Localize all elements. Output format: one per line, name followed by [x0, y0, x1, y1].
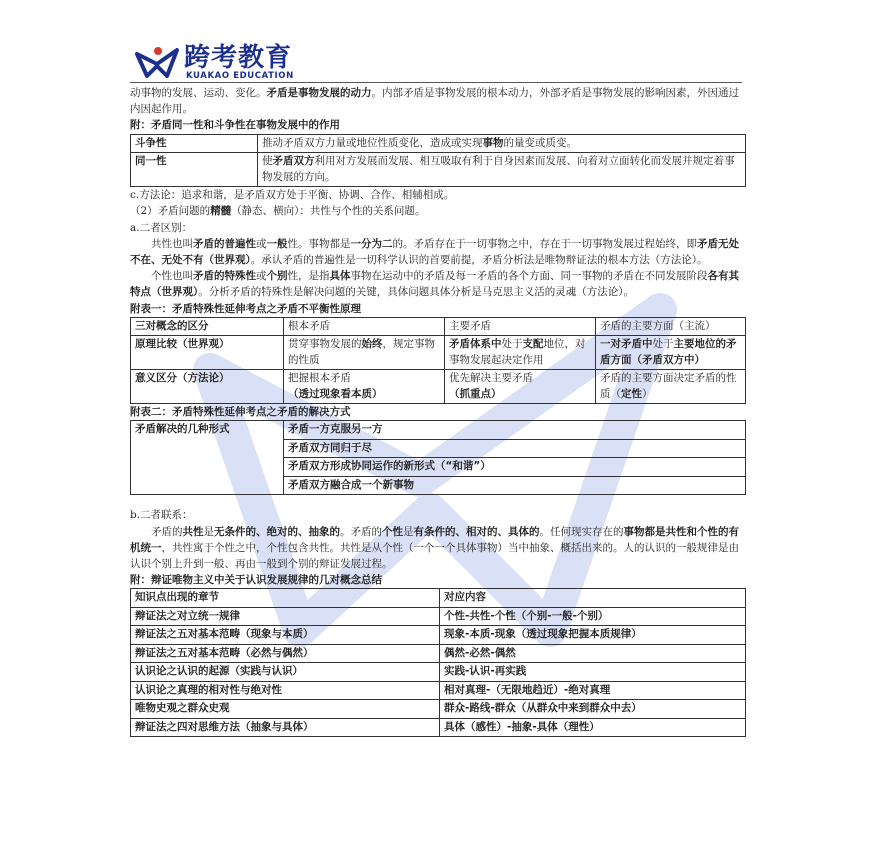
paragraph-universality: 共性也叫矛盾的普遍性或一般性。事物都是一分为二的。矛盾存在于一切事物之中，存在于一切事物发展过程始终，即矛盾无处不在、无处不有（世界观）。承认矛盾的普遍性是一切科学认识的首要前提，矛盾分析法是唯物辩证法的根本方法（方法论）。	[130, 237, 739, 266]
table-cell: 现象-本质-现象（透过现象把握本质规律）	[440, 626, 746, 645]
table-cell: 实践-认识-再实践	[440, 663, 746, 682]
appendix-title: 附：辩证唯物主义中关于认识发展规律的几对概念总结	[130, 574, 382, 587]
table-row	[131, 589, 746, 608]
table-cell: 辩证法之五对基本范畴（必然与偶然）	[131, 644, 440, 663]
table-cell: 意义区分（方法论）	[131, 370, 284, 404]
brand-logo	[134, 44, 344, 80]
table-cell: 矛盾的主要方面（主流）	[596, 317, 746, 336]
appendix-title: 附：矛盾同一性和斗争性在事物发展中的作用	[130, 119, 340, 132]
table-cell: 矛盾一方克服另一方	[284, 421, 746, 440]
table-cell: 原理比较（世界观）	[131, 336, 284, 370]
table-cell: 矛盾双方形成协同运作的新形式（“和谐”）	[284, 458, 746, 477]
table-row	[131, 626, 746, 645]
kuakao-logo-icon	[134, 44, 180, 80]
table-row	[131, 644, 746, 663]
table-cell: 认识论之真理的相对性与绝对性	[131, 681, 440, 700]
imbalance-table	[130, 317, 746, 405]
logo-text-en: KUAKAO EDUCATION	[186, 71, 294, 81]
table-cell: 个性-共性-个性（个别-一般-个别）	[440, 607, 746, 626]
table-row	[131, 607, 746, 626]
table-cell: 把握根本矛盾 （透过现象看本质）	[284, 370, 445, 404]
table-row	[131, 134, 746, 153]
table-header-cell: 对应内容	[440, 589, 746, 608]
table-cell: 辩证法之五对基本范畴（现象与本质）	[131, 626, 440, 645]
table-cell: 唯物史观之群众史观	[131, 700, 440, 719]
table-cell-key: 矛盾解决的几种形式	[131, 421, 284, 495]
table-cell: 相对真理-（无限地趋近）-绝对真理	[440, 681, 746, 700]
logo-text-cn: 跨考教育	[184, 43, 293, 73]
cognition-table	[130, 588, 746, 737]
table-cell: 认识论之认识的起源（实践与认识）	[131, 663, 440, 682]
table-cell: 矛盾体系中处于支配地位，对事物发展起决定作用	[445, 336, 596, 370]
main-content	[130, 85, 746, 737]
table-header-cell: 知识点出现的章节	[131, 589, 440, 608]
header-divider	[130, 82, 742, 83]
table-cell: 矛盾的主要方面决定矛盾的性质（定性）	[596, 370, 746, 404]
paragraph-dynamics: 动事物的发展、运动、变化。矛盾是事物发展的动力。内部矛盾是事物发展的根本动力，外部矛盾是事物发展的影响因素，外因通过内因起作用。	[130, 87, 739, 116]
table-cell: 辩证法之四对思维方法（抽象与具体）	[131, 718, 440, 737]
table-cell: 矛盾双方融合成一个新事物	[284, 476, 746, 495]
resolution-table	[130, 420, 746, 495]
table-row	[131, 370, 746, 404]
table-row	[131, 421, 746, 440]
table-cell: 矛盾双方同归于尽	[284, 439, 746, 458]
identity-struggle-table	[130, 134, 746, 188]
table-cell: 主要矛盾	[445, 317, 596, 336]
table-cell: 三对概念的区分	[131, 317, 284, 336]
table-cell: 群众-路线-群众（从群众中来到群众中去）	[440, 700, 746, 719]
table-cell-value: 推动矛盾双方力量或地位性质变化，造成或实现事物的量变或质变。	[258, 134, 746, 153]
table-row	[131, 153, 746, 187]
table-row	[131, 718, 746, 737]
table-cell-key: 斗争性	[131, 134, 258, 153]
paragraph-particularity: 个性也叫矛盾的特殊性或个别性，是指具体事物在运动中的矛盾及每一矛盾的各个方面、同一事物的矛盾在不同发展阶段各有其特点（世界观）。分析矛盾的特殊性是解决问题的关键，具体问题具体分析是马克思主义活的灵魂（方法论）。	[130, 270, 739, 299]
table-row	[131, 663, 746, 682]
table-cell-value: 使矛盾双方利用对方发展而发展、相互吸取有利于自身因素而发展、向着对立面转化而发展并规定着事物发展的方向。	[258, 153, 746, 187]
method-paragraph: c.方法论：追求和谐，是矛盾双方处于平衡、协调、合作、相辅相成。	[130, 189, 455, 202]
table-cell: 辩证法之对立统一规律	[131, 607, 440, 626]
table-cell: 一对矛盾中处于主要地位的矛盾方面（矛盾双方中）	[596, 336, 746, 370]
table-row	[131, 681, 746, 700]
table-cell: 贯穿事物发展的始终，规定事物的性质	[284, 336, 445, 370]
table-cell: 根本矛盾	[284, 317, 445, 336]
section-a-title: a.二者区别：	[130, 221, 193, 234]
paragraph-connection: 矛盾的共性是无条件的、绝对的、抽象的。矛盾的个性是有条件的、相对的、具体的。任何现实存在的事物都是共性和个性的有机统一，共性寓于个性之中，个性包含共性。共性是从个性（一个一个具体事物）当中抽象、概括出来的。人的认识的一般规律是由认识个别上升到一般、再由一般到个别的辩证发展过程。	[130, 525, 739, 571]
section-b-title: b.二者联系：	[130, 509, 193, 522]
table-cell-key: 同一性	[131, 153, 258, 187]
table-row	[131, 317, 746, 336]
table-cell: 偶然-必然-偶然	[440, 644, 746, 663]
table-row	[131, 700, 746, 719]
table-cell: 优先解决主要矛盾 （抓重点）	[445, 370, 596, 404]
appendix-title: 附表二：矛盾特殊性延伸考点之矛盾的解决方式	[130, 406, 351, 419]
table-row	[131, 336, 746, 370]
appendix-title: 附表一：矛盾特殊性延伸考点之矛盾不平衡性原理	[130, 302, 361, 315]
table-cell: 具体（感性）-抽象-具体（理性）	[440, 718, 746, 737]
point-2: （2）矛盾问题的精髓（静态、横向）：共性与个性的关系问题。	[130, 205, 426, 218]
